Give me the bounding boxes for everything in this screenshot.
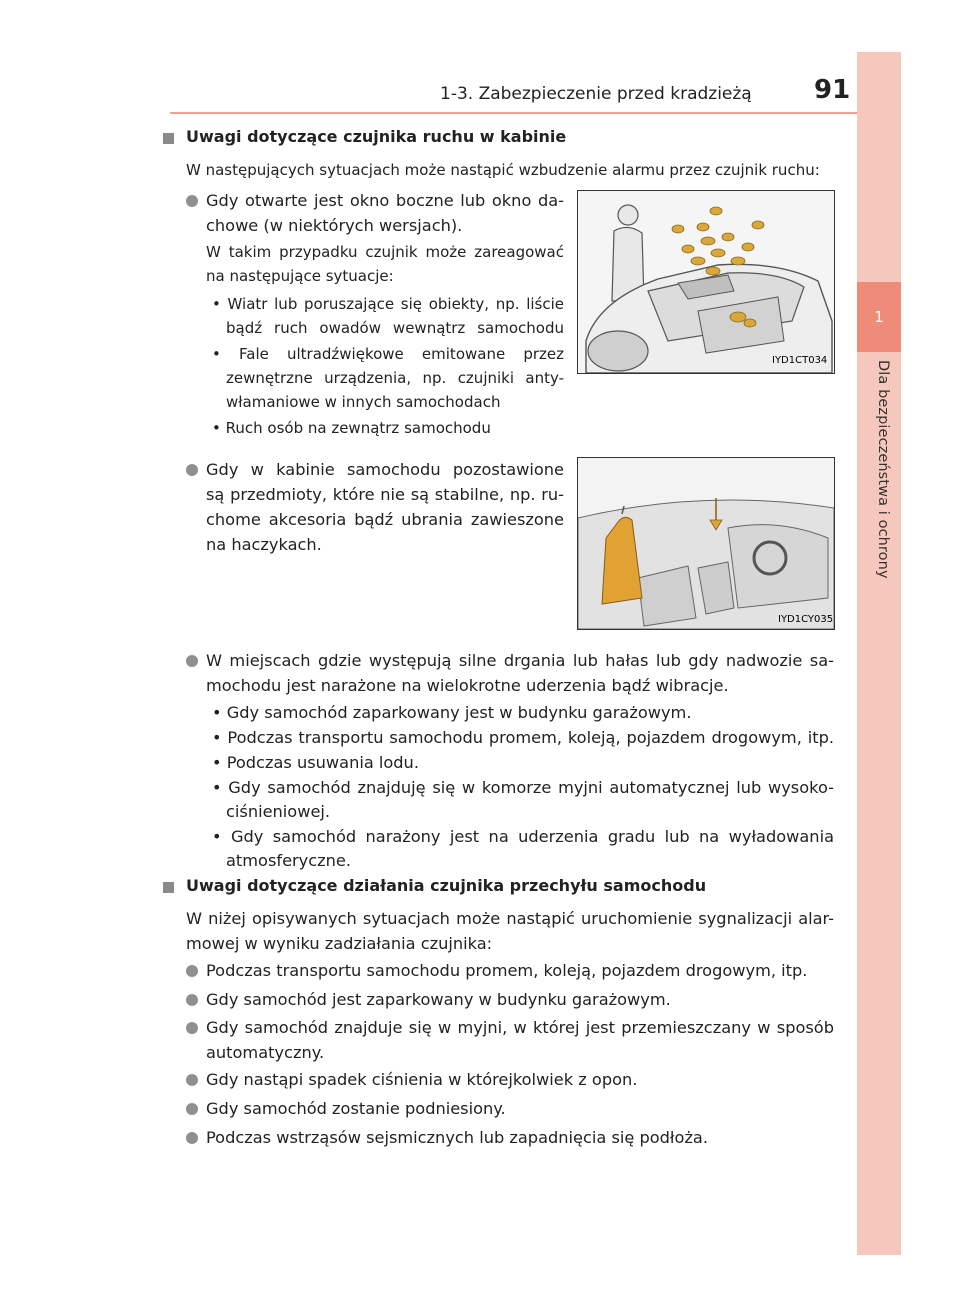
chapter-number-tab: 1 xyxy=(857,282,901,352)
bullet-dot-icon xyxy=(186,994,198,1006)
figure-cabin-hanging-clothes xyxy=(577,457,835,630)
section2-title: Uwagi dotyczące działania czujnika przechyłu samochodu xyxy=(186,876,707,895)
s1-b3-item1: • Gdy samochód zaparkowany jest w budynku garażowym. xyxy=(212,703,692,722)
s2-bullet6: Podczas wstrząsów sejsmicznych lub zapadnięcia się podłoża. xyxy=(206,1128,709,1147)
header-divider xyxy=(170,112,857,114)
s1-item3: • Ruch osób na zewnątrz samochodu xyxy=(212,419,491,437)
s1-b3-item5-line2: atmosferyczne. xyxy=(226,851,352,870)
s2-bullet4: Gdy nastąpi spadek ciśnienia w którejkolwiek z opon. xyxy=(206,1070,638,1089)
s1-bullet1-line2: chowe (w niektórych wersjach). xyxy=(206,216,463,235)
s1-bullet3-line1: W miejscach gdzie występują silne drgania lub hałas lub gdy nadwozie sa- xyxy=(206,651,834,670)
section-square-icon xyxy=(163,882,174,893)
s1-bullet3-line2: mochodu jest narażone na wielokrotne uderzenia bądź wibracje. xyxy=(206,676,729,695)
figure-sunroof-leaves xyxy=(577,190,835,374)
s1-b3-item3: • Podczas usuwania lodu. xyxy=(212,753,419,772)
bullet-dot-icon xyxy=(186,655,198,667)
s1-bullet2-line1: Gdy w kabinie samochodu pozostawione xyxy=(206,460,564,479)
bullet-dot-icon xyxy=(186,1022,198,1034)
s1-bullet1-sub-line1: W takim przypadku czujnik może zareagować xyxy=(206,243,564,261)
s1-b3-item4-line1: • Gdy samochód znajduję się w komorze myjni automatycznej lub wysoko- xyxy=(212,778,834,797)
bullet-dot-icon xyxy=(186,1103,198,1115)
side-tab xyxy=(857,52,901,1255)
s1-item1-line1: • Wiatr lub poruszające się obiekty, np. liście xyxy=(212,295,564,313)
s2-bullet5: Gdy samochód zostanie podniesiony. xyxy=(206,1099,506,1118)
cabin-interior-illustration xyxy=(578,458,834,629)
bullet-dot-icon xyxy=(186,1132,198,1144)
section2-intro-line2: mowej w wyniku zadziałania czujnika: xyxy=(186,934,493,953)
section2-intro-line1: W niżej opisywanych sytuacjach może nastąpić uruchomienie sygnalizacji alar- xyxy=(186,909,834,928)
s1-bullet2-line3: chome akcesoria bądź ubrania zawieszone xyxy=(206,510,564,529)
s2-bullet3-line1: Gdy samochód znajduje się w myjni, w której jest przemieszczany w sposób xyxy=(206,1018,834,1037)
figure1-label: IYD1CT034 xyxy=(772,355,828,366)
s1-item2-line3: włamaniowe w innych samochodach xyxy=(226,393,501,411)
s2-bullet3-line2: automatyczny. xyxy=(206,1043,325,1062)
bullet-dot-icon xyxy=(186,195,198,207)
s2-bullet1: Podczas transportu samochodu promem, koleją, pojazdem drogowym, itp. xyxy=(206,961,808,980)
s2-bullet2: Gdy samochód jest zaparkowany w budynku garażowym. xyxy=(206,990,671,1009)
chapter-title: Dla bezpieczeństwa i ochrony xyxy=(875,360,891,579)
header-title: 1-3. Zabezpieczenie przed kradzieżą xyxy=(440,84,752,104)
s1-b3-item4-line2: ciśnieniowej. xyxy=(226,802,331,821)
s1-item1-line2: bądź ruch owadów wewnątrz samochodu xyxy=(226,319,564,337)
bullet-dot-icon xyxy=(186,965,198,977)
s1-bullet1-line1: Gdy otwarte jest okno boczne lub okno da- xyxy=(206,191,564,210)
s1-b3-item2: • Podczas transportu samochodu promem, koleją, pojazdem drogowym, itp. xyxy=(212,728,834,747)
sunroof-leaves-illustration xyxy=(578,191,834,373)
figure2-label: IYD1CY035 xyxy=(778,614,834,625)
s1-bullet1-sub-line2: na następujące sytuacje: xyxy=(206,267,394,285)
section-square-icon xyxy=(163,133,174,144)
s1-item2-line1: • Fale ultradźwiękowe emitowane przez xyxy=(212,345,564,363)
s1-b3-item5-line1: • Gdy samochód narażony jest na uderzenia gradu lub na wyładowania xyxy=(212,827,834,846)
page-number: 91 xyxy=(814,75,851,105)
s1-bullet2-line2: są przedmioty, które nie są stabilne, np. ru- xyxy=(206,485,564,504)
s1-item2-line2: zewnętrzne urządzenia, np. czujniki anty- xyxy=(226,369,564,387)
section1-intro: W następujących sytuacjach może nastąpić wzbudzenie alarmu przez czujnik ruchu: xyxy=(186,161,820,179)
bullet-dot-icon xyxy=(186,1074,198,1086)
bullet-dot-icon xyxy=(186,464,198,476)
s1-bullet2-line4: na haczykach. xyxy=(206,535,322,554)
section1-title: Uwagi dotyczące czujnika ruchu w kabinie xyxy=(186,127,567,146)
